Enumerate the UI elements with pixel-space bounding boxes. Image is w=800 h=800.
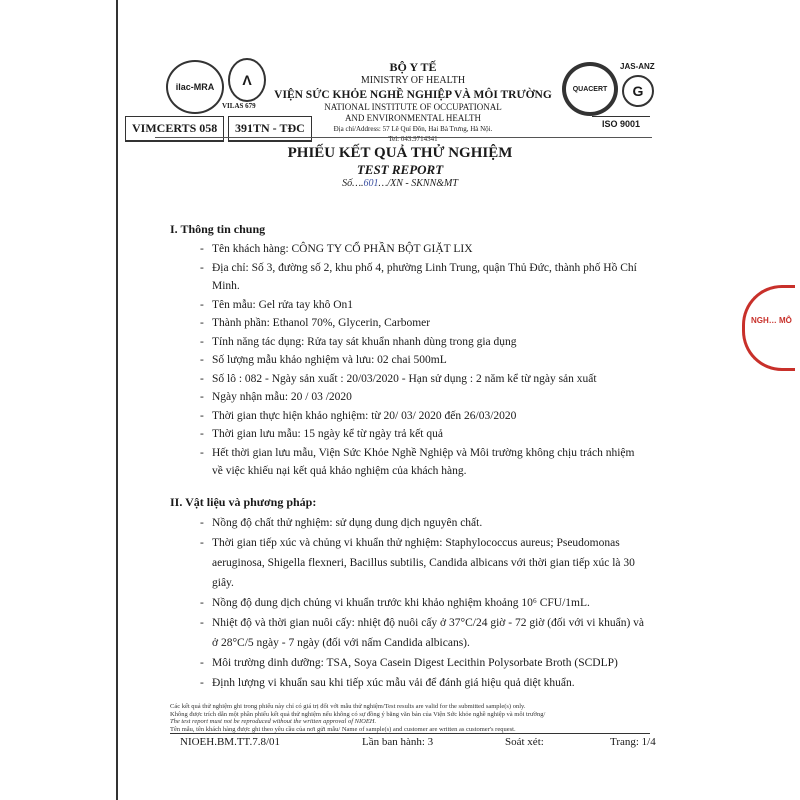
bullet-dash: - bbox=[200, 335, 204, 348]
list-item: - Thời gian thực hiện khảo nghiệm: từ 20/ 03/ 2020 đến 26/03/2020 bbox=[212, 407, 637, 426]
list-item: - Thời gian tiếp xúc và chủng vi khuẩn thử nghiệm: Staphylococcus aureus; Pseudomonas bbox=[212, 533, 644, 553]
ministry-en: MINISTRY OF HEALTH bbox=[360, 75, 466, 86]
list-item: - Hết thời gian lưu mẫu, Viện Sức Khỏe Nghề Nghiệp và Môi trường không chịu trách nhiệm bbox=[212, 444, 637, 463]
bullet-dash: - bbox=[200, 428, 204, 440]
bullet-dash: - bbox=[200, 657, 204, 669]
jas-anz-label: JAS-ANZ bbox=[620, 62, 655, 71]
list-item: - Tính năng tác dụng: Rửa tay sát khuẩn nhanh dùng trong gia dụng bbox=[212, 333, 637, 352]
list-item: - Ngày nhận mẫu: 20 / 03 /2020 bbox=[212, 388, 637, 407]
bullet-dash: - bbox=[200, 537, 204, 549]
list-item: - Địa chỉ: Số 3, đường số 2, khu phố 4, phường Linh Trung, quận Thủ Đức, thành phố Hồ Chí bbox=[212, 259, 637, 278]
tel: Tel: 043.9714341 bbox=[388, 135, 438, 143]
bullet-dash: - bbox=[200, 243, 204, 255]
list-item: - Số lô : 082 - Ngày sản xuất : 20/03/2020 - Hạn sử dụng : 2 năm kể từ ngày sản xuất bbox=[212, 370, 637, 389]
institute-en-1: NATIONAL INSTITUTE OF OCCUPATIONAL bbox=[324, 102, 502, 112]
ilac-mra-logo: ilac-MRA bbox=[166, 60, 224, 114]
bullet-dash: - bbox=[200, 409, 204, 422]
report-title-vn: PHIẾU KẾT QUẢ THỬ NGHIỆM bbox=[287, 145, 513, 161]
bullet-dash: - bbox=[200, 354, 204, 366]
list-item: về việc khiếu nại kết quả khảo nghiệm của khách hàng. bbox=[212, 465, 467, 477]
list-item: - Nồng độ dung dịch chủng vi khuẩn trước khi khảo nghiệm khoảng 10⁶ CFU/1mL. bbox=[212, 593, 644, 613]
header-divider bbox=[155, 137, 652, 138]
bullet-dash: - bbox=[200, 372, 204, 385]
list-item: - Nồng độ chất thử nghiệm: sử dụng dung dịch nguyên chất. bbox=[212, 513, 644, 533]
list-item: - Thành phần: Ethanol 70%, Glycerin, Carbomer bbox=[212, 314, 637, 333]
institute-vn: VIỆN SỨC KHỎE NGHỀ NGHIỆP VÀ MÔI TRƯỜNG bbox=[274, 89, 552, 101]
code-box: 391TN - TĐC bbox=[228, 116, 312, 142]
bullet-dash: - bbox=[200, 677, 204, 689]
bullet-dash: - bbox=[200, 446, 204, 459]
page-number: Trang: 1/4 bbox=[610, 736, 656, 748]
section-1-heading: I. Thông tin chung bbox=[170, 222, 266, 236]
bullet-dash: - bbox=[200, 517, 204, 529]
page-left-edge bbox=[116, 0, 118, 800]
jas-anz-logo: G bbox=[622, 75, 654, 107]
list-item: giây. bbox=[212, 577, 234, 589]
list-item: - Nhiệt độ và thời gian nuôi cấy: nhiệt độ nuôi cấy ở 37°C/24 giờ - 72 giờ (đối với vi khuẩn) và bbox=[212, 613, 644, 633]
section-1-list bbox=[200, 240, 637, 481]
form-code: NIOEH.BM.TT.7.8/01 bbox=[180, 736, 281, 748]
list-item: - Tên mẫu: Gel rửa tay khô On1 bbox=[212, 296, 637, 315]
list-item: - Số lượng mẫu khảo nghiệm và lưu: 02 chai 500mL bbox=[212, 351, 637, 370]
list-item: Minh. bbox=[212, 280, 240, 292]
bullet-dash: - bbox=[200, 298, 204, 311]
vimcerts-box: VIMCERTS 058 bbox=[125, 116, 224, 142]
vilas-logo: Λ bbox=[228, 58, 266, 102]
list-item: - Định lượng vi khuẩn sau khi tiếp xúc mẫu vải để đánh giá hiệu quả diệt khuẩn. bbox=[212, 673, 644, 693]
footnotes: Các kết quả thử nghiệm ghi trong phiếu này chỉ có giá trị đối với mẫu thử nghiệm/Test results are valid for the submitted sample(s) only. Không được trích dẫn một phần phiếu kết quả thử nghiệm nếu không có sự đồng ý bằng văn bản của Viện Sức khỏe nghề nghiệp và môi trường/ The test report must not be reproduced without the written approval of NIOEH. Tên mẫu, tên khách hàng được ghi theo yêu cầu của nơi gửi mẫu/ Name of sample(s) and customer are written as customer's request. bbox=[170, 703, 650, 734]
list-item: - Thời gian lưu mẫu: 15 ngày kể từ ngày trả kết quả bbox=[212, 425, 637, 444]
red-stamp: NGH… MÔ bbox=[742, 285, 795, 371]
review: Soát xét: bbox=[505, 736, 544, 748]
ministry-vn: BỘ Y TẾ bbox=[389, 60, 437, 74]
section-2-heading: II. Vật liệu và phương pháp: bbox=[170, 495, 317, 509]
address: Địa chỉ/Address: 57 Lê Quí Đôn, Hai Bà Trưng, Hà Nội. bbox=[333, 125, 493, 133]
bullet-dash: - bbox=[200, 597, 204, 609]
vilas-label: VILAS 679 bbox=[222, 102, 256, 110]
bullet-dash: - bbox=[200, 317, 204, 329]
issue-number: Lần ban hành: 3 bbox=[362, 736, 434, 748]
section-2-list bbox=[200, 513, 645, 693]
report-title-en: TEST REPORT bbox=[356, 162, 444, 177]
bullet-dash: - bbox=[200, 391, 204, 403]
iso-label: ISO 9001 bbox=[592, 116, 650, 131]
bullet-dash: - bbox=[200, 261, 204, 274]
list-item: aeruginosa, Shigella flexneri, Bacillus subtilis, Candida albicans với thời gian tiếp xúc là 30 bbox=[212, 557, 635, 569]
quacert-logo: QUACERT bbox=[562, 62, 618, 116]
report-number: Số….601…/XN - SKNN&MT bbox=[342, 178, 458, 189]
list-item: - Tên khách hàng: CÔNG TY CỔ PHẦN BỘT GIẶT LIX bbox=[212, 240, 637, 259]
bullet-dash: - bbox=[200, 617, 204, 629]
list-item: - Môi trường dinh dưỡng: TSA, Soya Casein Digest Lecithin Polysorbate Broth (SCDLP) bbox=[212, 653, 644, 673]
list-item: ở 28°C/5 ngày - 7 ngày (đối với nấm Candida albicans). bbox=[212, 637, 470, 649]
institute-en-2: AND ENVIRONMENTAL HEALTH bbox=[344, 113, 482, 123]
